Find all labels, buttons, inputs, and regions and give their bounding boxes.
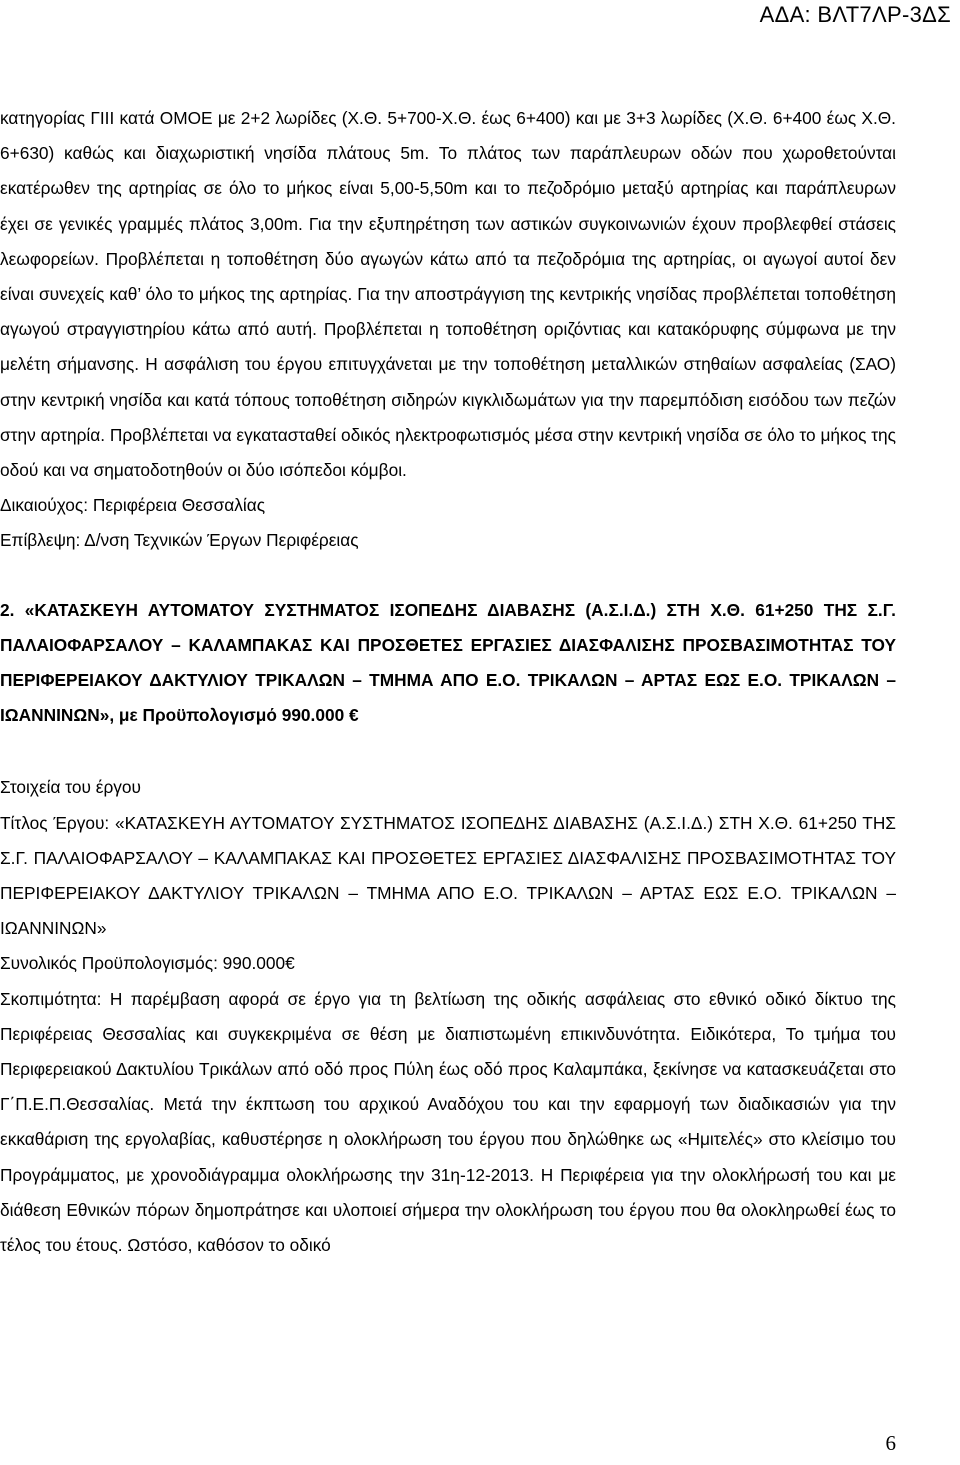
intro-paragraph: κατηγορίας ΓΙΙΙ κατά ΟΜΟΕ με 2+2 λωρίδες (Χ.Θ. 5+700-Χ.Θ. έως 6+400) και με 3+3 λωρίδες (Χ.Θ. 6+400 έως Χ.Θ. 6+630) καθώς και διαχωριστική νησίδα πλάτους 5m. Το πλάτος των παράπλευρων οδών που χωροθετούνται εκατέρωθεν της αρτηρίας σε όλο το μήκος είναι 5,00-5,50m και το πεζοδρόμιο μεταξύ αρτηρίας και παράπλευρων έχει σε γενικές γραμμές πλάτος 3,00m. Για την εξυπηρέτηση των αστικών συγκοινωνιών έχουν προβλεφθεί στάσεις λεωφορείων. Προβλέπεται η τοποθέτηση δύο αγωγών κάτω από τα πεζοδρόμια της αρτηρίας, οι αγωγοί αυτοί δεν είναι συνεχείς καθ’ όλο το μήκος της αρτηρίας. Για την αποστράγγιση της κεντρικής νησίδας προβλέπεται τοποθέτηση αγωγού στραγγιστηρίου κάτω από αυτή. Προβλέπεται η τοποθέτηση οριζόντιας και κατακόρυφης σύμφωνα με την μελέτη σήμανσης. Η ασφάλιση του έργου επιτυγχάνεται με την τοποθέτηση μεταλλικών στηθαίων ασφαλείας (ΣΑΟ) στην κεντρική νησίδα και κατά τόπους τοποθέτηση σιδηρών κιγκλιδωμάτων για την παρεμπόδιση εισόδου των πεζών στην αρτηρία. Προβλέπεται να εγκατασταθεί οδικός ηλεκτροφωτισμός μέσα στην κεντρική νησίδα σε όλο το μήκος της οδού και να σηματοδοτηθούν οι δύο ισόπεδοι κόμβοι.: [0, 108, 896, 481]
document-body: [0, 101, 896, 1263]
project-title-field: Τίτλος Έργου: «ΚΑΤΑΣΚΕΥΗ ΑΥΤΟΜΑΤΟΥ ΣΥΣΤΗΜΑΤΟΣ ΙΣΟΠΕΔΗΣ ΔΙΑΒΑΣΗΣ (Α.Σ.Ι.Δ.) ΣΤΗ Χ.Θ. 61+250 ΤΗΣ Σ.Γ. ΠΑΛΑΙΟΦΑΡΣΑΛΟΥ – ΚΑΛΑΜΠΑΚΑΣ ΚΑΙ ΠΡΟΣΘΕΤΕΣ ΕΡΓΑΣΙΕΣ ΔΙΑΣΦΑΛΙΣΗΣ ΠΡΟΣΒΑΣΙΜΟΤΗΤΑΣ ΤΟΥ ΠΕΡΙΦΕΡΕΙΑΚΟΥ ΔΑΚΤΥΛΙΟΥ ΤΡΙΚΑΛΩΝ – ΤΜΗΜΑ ΑΠΟ Ε.Ο. ΤΡΙΚΑΛΩΝ – ΑΡΤΑΣ ΕΩΣ Ε.Ο. ΤΡΙΚΑΛΩΝ – ΙΩΑΝΝΙΝΩΝ»: [0, 812, 896, 939]
ada-code: ΑΔΑ: ΒΛΤ7ΛΡ-3ΔΣ: [759, 2, 951, 27]
supervision-line: Επίβλεψη: Δ/νση Τεχνικών Έργων Περιφέρειας: [0, 530, 359, 551]
project-info-heading: Στοιχεία του έργου: [0, 777, 141, 798]
project-budget-field: Συνολικός Προϋπολογισμός: 990.000€: [0, 953, 295, 974]
project-heading: 2. «ΚΑΤΑΣΚΕΥΗ ΑΥΤΟΜΑΤΟΥ ΣΥΣΤΗΜΑΤΟΣ ΙΣΟΠΕΔΗΣ ΔΙΑΒΑΣΗΣ (Α.Σ.Ι.Δ.) ΣΤΗ Χ.Θ. 61+250 ΤΗΣ Σ.Γ. ΠΑΛΑΙΟΦΑΡΣΑΛΟΥ – ΚΑΛΑΜΠΑΚΑΣ ΚΑΙ ΠΡΟΣΘΕΤΕΣ ΕΡΓΑΣΙΕΣ ΔΙΑΣΦΑΛΙΣΗΣ ΠΡΟΣΒΑΣΙΜΟΤΗΤΑΣ ΤΟΥ ΠΕΡΙΦΕΡΕΙΑΚΟΥ ΔΑΚΤΥΛΙΟΥ ΤΡΙΚΑΛΩΝ – ΤΜΗΜΑ ΑΠΟ Ε.Ο. ΤΡΙΚΑΛΩΝ – ΑΡΤΑΣ ΕΩΣ Ε.Ο. ΤΡΙΚΑΛΩΝ – ΙΩΑΝΝΙΝΩΝ», με Προϋπολογισμό 990.000 €: [0, 599, 896, 726]
page-number: 6: [885, 1431, 896, 1455]
project-purpose-field: Σκοπιμότητα: Η παρέμβαση αφορά σε έργο για τη βελτίωση της οδικής ασφάλειας στο εθνικό οδικό δίκτυο της Περιφέρειας Θεσσαλίας και συγκεκριμένα σε θέση με διαπιστωμένη επικινδυνότητα. Ειδικότερα, Το τμήμα του Περιφερειακού Δακτυλίου Τρικάλων από οδό προς Πύλη έως οδό προς Καλαμπάκα, ξεκίνησε να κατασκευάζεται στο Γ΄Π.Ε.Π.Θεσσαλίας. Μετά την έκπτωση του αρχικού Αναδόχου του και την εφαρμογή των διαδικασιών για την εκκαθάριση της εργολαβίας, καθυστέρησε η ολοκλήρωση του έργου που δηλώθηκε ως «Ημιτελές» στο κλείσιμο του Προγράμματος, με χρονοδιάγραμμα ολοκλήρωσης την 31η-12-2013. Η Περιφέρεια για την ολοκλήρωσή του και με διάθεση Εθνικών πόρων δημοπράτησε και υλοποιεί σήμερα την ολοκλήρωση του έργου που θα ολοκληρωθεί έως το τέλος του έτους. Ωστόσο, καθόσον το οδικό: [0, 988, 896, 1256]
beneficiary-line: Δικαιούχος: Περιφέρεια Θεσσαλίας: [0, 495, 266, 516]
